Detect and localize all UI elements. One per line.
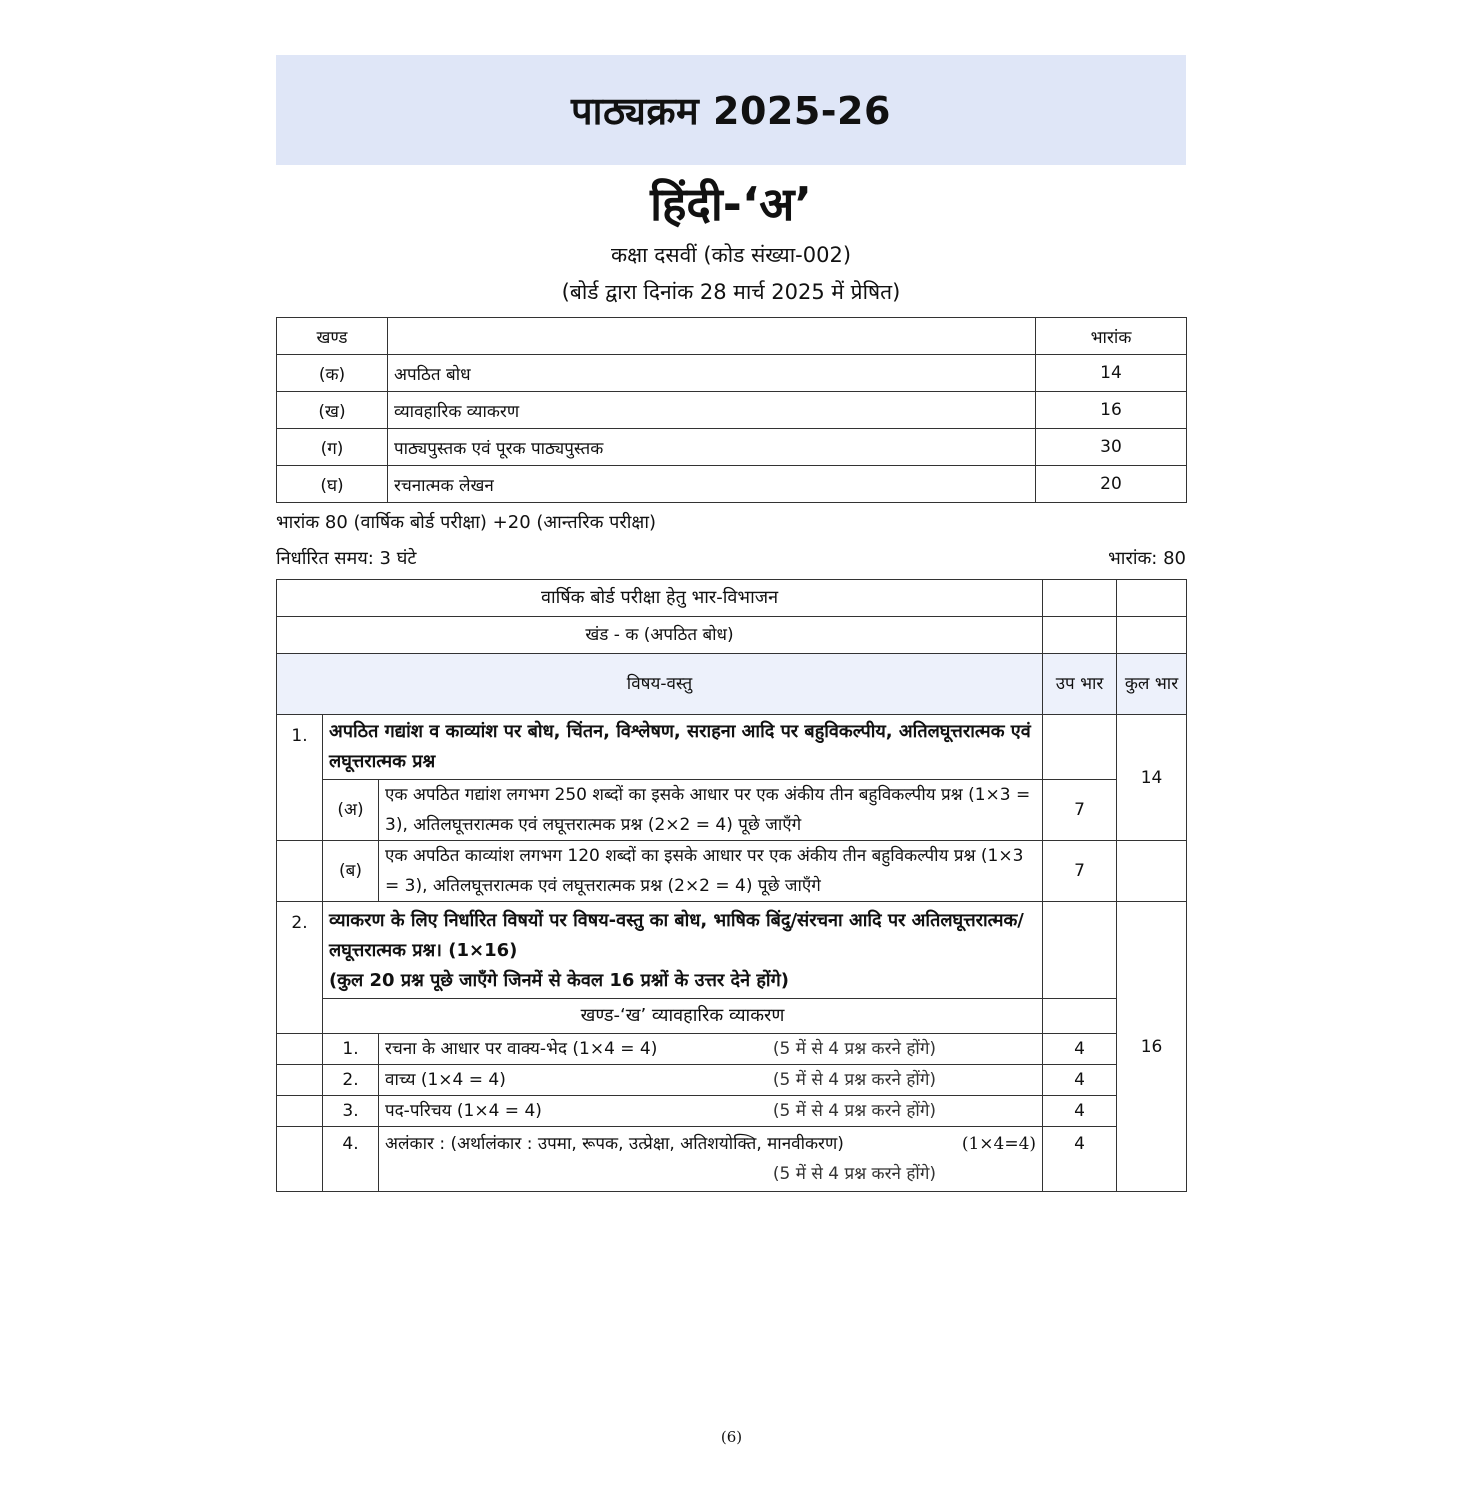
table-row: [277, 1065, 1187, 1096]
question-text: अपठित गद्यांश व काव्यांश पर बोध, चिंतन, विश्लेषण, सराहना आदि पर बहुविकल्पीय, अतिलघूत्तरात्मक एवं लघूत्तरात्मक प्रश्न: [323, 715, 1043, 780]
table-row: [277, 654, 1187, 715]
marks-cell: 14: [1036, 355, 1187, 392]
class-line: कक्षा दसवीं (कोड संख्या-002): [610, 243, 852, 267]
header-cell: खण्ड: [277, 318, 388, 355]
item-cell: [379, 1065, 1043, 1096]
subpart-text: एक अपठित गद्यांश लगभग 250 शब्दों का इसके आधार पर एक अंकीय तीन बहुविकल्पीय प्रश्न (1×3 = 3), अतिलघूत्तरात्मक एवं लघूत्तरात्मक प्रश्न (2×2 = 4) पूछे जाएँगे: [379, 780, 1043, 841]
question-number: 1.: [277, 715, 323, 841]
content-header: विषय-वस्तु: [277, 654, 1043, 715]
summary-table: [276, 317, 1187, 503]
section-cell: (ख): [277, 392, 388, 429]
table-row: [277, 1127, 1187, 1192]
topic-cell: अपठित बोध: [388, 355, 1036, 392]
time-text: निर्धारित समय: 3 घंटे: [276, 548, 417, 569]
item-number: 3.: [323, 1096, 379, 1127]
topic-cell: पाठ्यपुस्तक एवं पूरक पाठ्यपुस्तक: [388, 429, 1036, 466]
marks-line: भारांक 80 (वार्षिक बोर्ड परीक्षा) +20 (आन्तरिक परीक्षा): [276, 512, 657, 533]
item-text: रचना के आधार पर वाक्य-भेद (1×4 = 4): [385, 1039, 658, 1059]
board-line: (बोर्ड द्वारा दिनांक 28 मार्च 2025 में प्रेषित): [561, 280, 901, 304]
header-cell: भारांक: [1036, 318, 1187, 355]
table-row: [277, 318, 1187, 355]
sub-marks-cell: 7: [1043, 841, 1117, 902]
question-number: 2.: [277, 902, 323, 1034]
sub-marks-cell: 4: [1043, 1034, 1117, 1065]
empty-cell: [1043, 580, 1117, 617]
topic-cell: व्यावहारिक व्याकरण: [388, 392, 1036, 429]
empty-cell: [277, 1096, 323, 1127]
total-marks-header: कुल भार: [1117, 654, 1187, 715]
empty-cell: [1043, 999, 1117, 1034]
item-text: पद-परिचय (1×4 = 4): [385, 1101, 542, 1121]
item-option: (5 में से 4 प्रश्न करने होंगे): [772, 1164, 937, 1184]
total-marks-cell: 16: [1117, 902, 1187, 1192]
item-option: (5 में से 4 प्रश्न करने होंगे): [772, 1070, 937, 1090]
time-line: [276, 545, 1186, 573]
item-text: वाच्य (1×4 = 4): [385, 1070, 506, 1090]
distribution-table: [276, 579, 1187, 1192]
empty-cell: [1117, 617, 1187, 654]
section-a-heading: खंड - क (अपठित बोध): [277, 617, 1043, 654]
topic-cell: रचनात्मक लेखन: [388, 466, 1036, 503]
table-row: [277, 617, 1187, 654]
question-block: [323, 902, 1043, 999]
empty-cell: [1117, 841, 1187, 902]
item-option: (5 में से 4 प्रश्न करने होंगे): [772, 1039, 937, 1059]
table-row: [277, 429, 1187, 466]
subject-title: हिंदी-‘अ’: [650, 177, 812, 231]
section-b-heading: खण्ड-‘ख’ व्यावहारिक व्याकरण: [323, 999, 1043, 1034]
question-text: व्याकरण के लिए निर्धारित विषयों पर विषय-वस्तु का बोध, भाषिक बिंदु/संरचना आदि पर अतिलघूत्तरात्मक/लघूत्तरात्मक प्रश्न। (1×16): [329, 910, 1024, 961]
title-banner: [276, 55, 1186, 165]
empty-cell: [277, 1034, 323, 1065]
empty-cell: [1043, 902, 1117, 999]
table-row: [277, 715, 1187, 780]
sub-marks-header: उप भार: [1043, 654, 1117, 715]
table-row: [277, 1034, 1187, 1065]
sub-marks-cell: 4: [1043, 1127, 1117, 1192]
section-cell: (क): [277, 355, 388, 392]
table-row: [277, 1096, 1187, 1127]
empty-cell: [277, 1065, 323, 1096]
subpart-text: एक अपठित काव्यांश लगभग 120 शब्दों का इसके आधार पर एक अंकीय तीन बहुविकल्पीय प्रश्न (1×3 = 3), अतिलघूत्तरात्मक एवं लघूत्तरात्मक प्रश्न (2×2 = 4) पूछे जाएँगे: [379, 841, 1043, 902]
header-cell: [388, 318, 1036, 355]
empty-cell: [277, 841, 323, 902]
item-number: 4.: [323, 1127, 379, 1192]
item-text: अलंकार : (अर्थालंकार : उपमा, रूपक, उत्प्रेक्षा, अतिशयोक्ति, मानवीकरण): [385, 1134, 844, 1154]
marks-cell: 16: [1036, 392, 1187, 429]
item-cell: [379, 1127, 1043, 1192]
question-note: (कुल 20 प्रश्न पूछे जाएँगे जिनमें से केवल 16 प्रश्नों के उत्तर देने होंगे): [329, 970, 789, 991]
item-number: 1.: [323, 1034, 379, 1065]
table-row: [277, 841, 1187, 902]
sub-marks-cell: 4: [1043, 1096, 1117, 1127]
item-number: 2.: [323, 1065, 379, 1096]
table-row: [277, 780, 1187, 841]
table-row: [277, 580, 1187, 617]
empty-cell: [1043, 617, 1117, 654]
item-option: (5 में से 4 प्रश्न करने होंगे): [772, 1101, 937, 1121]
table-row: [277, 466, 1187, 503]
total-marks-text: भारांक: 80: [1108, 548, 1186, 569]
empty-cell: [1117, 580, 1187, 617]
item-cell: [379, 1034, 1043, 1065]
sub-marks-cell: 4: [1043, 1065, 1117, 1096]
item-cell: [379, 1096, 1043, 1127]
total-marks-cell: 14: [1117, 715, 1187, 841]
item-extra: (1×4=4): [961, 1134, 1037, 1154]
table-title: वार्षिक बोर्ड परीक्षा हेतु भार-विभाजन: [277, 580, 1043, 617]
table-row: [277, 392, 1187, 429]
section-cell: (ग): [277, 429, 388, 466]
marks-cell: 30: [1036, 429, 1187, 466]
table-row: [277, 999, 1187, 1034]
table-row: [277, 355, 1187, 392]
section-cell: (घ): [277, 466, 388, 503]
empty-cell: [277, 1127, 323, 1192]
sub-marks-cell: 7: [1043, 780, 1117, 841]
subpart-label: (अ): [323, 780, 379, 841]
subpart-label: (ब): [323, 841, 379, 902]
empty-cell: [1043, 715, 1117, 780]
page-number: (6): [720, 1428, 743, 1446]
marks-cell: 20: [1036, 466, 1187, 503]
table-row: [277, 902, 1187, 999]
syllabus-page: [276, 55, 1186, 1192]
page-title: पाठ्यक्रम 2025-26: [571, 89, 891, 133]
